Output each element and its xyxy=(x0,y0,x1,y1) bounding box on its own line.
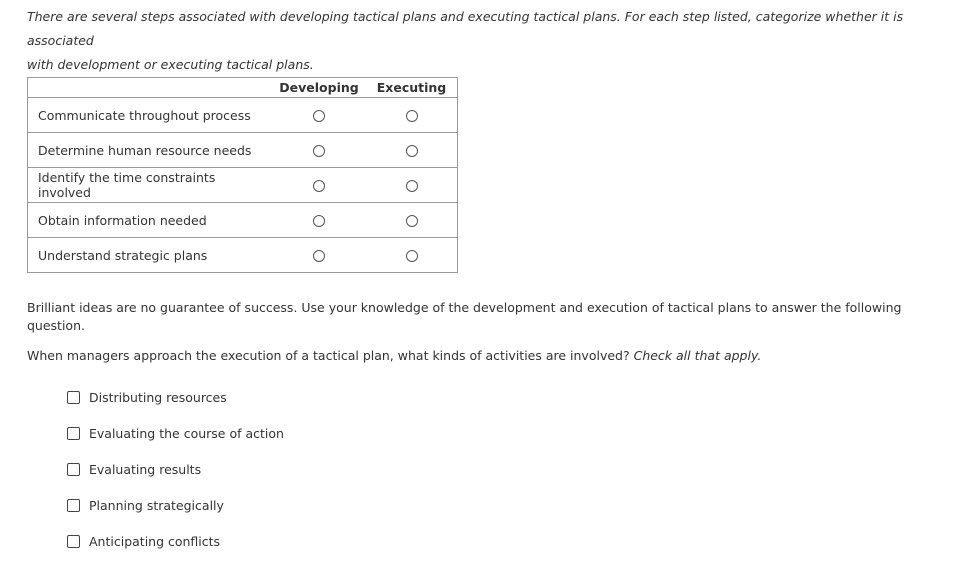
grid-step-label: Understand strategic plans xyxy=(28,238,273,273)
checkbox-anticipating-conflicts[interactable] xyxy=(67,535,80,548)
grid-row xyxy=(28,98,458,133)
intro-line-1: There are several steps associated with developing tactical plans and executing tactical plans. For each step listed, categorize whether it is associated xyxy=(27,9,904,48)
grid-step-label: Identify the time constraints involved xyxy=(28,168,273,203)
radio-developing-human-resources[interactable] xyxy=(313,145,325,157)
grid-row xyxy=(28,133,458,168)
intro-line-2: with development or executing tactical plans. xyxy=(27,57,314,72)
radio-executing-obtain-info[interactable] xyxy=(406,215,418,227)
question-text: When managers approach the execution of a tactical plan, what kinds of activities are involved? xyxy=(27,348,630,363)
radio-executing-human-resources[interactable] xyxy=(406,145,418,157)
choice-list xyxy=(67,389,284,569)
question-prompt xyxy=(27,347,761,365)
checkbox-evaluating-results[interactable] xyxy=(67,463,80,476)
choice-item[interactable] xyxy=(67,389,284,425)
grid-step-label: Determine human resource needs xyxy=(28,133,273,168)
choice-label[interactable]: Evaluating results xyxy=(89,462,202,477)
choice-label[interactable]: Anticipating conflicts xyxy=(89,534,221,549)
grid-step-label: Communicate throughout process xyxy=(28,98,273,133)
radio-developing-obtain-info[interactable] xyxy=(313,215,325,227)
grid-step-label: Obtain information needed xyxy=(28,203,273,238)
grid-row xyxy=(28,168,458,203)
radio-executing-communicate[interactable] xyxy=(406,110,418,122)
intro-text xyxy=(27,5,947,77)
choice-item[interactable] xyxy=(67,425,284,461)
radio-executing-time-constraints[interactable] xyxy=(406,180,418,192)
paragraph-brilliant-ideas: Brilliant ideas are no guarantee of success. Use your knowledge of the development and execution of tactical plans to answer the following question. xyxy=(27,300,902,333)
grid-row xyxy=(28,238,458,273)
categorization-grid xyxy=(27,77,458,273)
choice-item[interactable] xyxy=(67,497,284,533)
choice-label[interactable]: Distributing resources xyxy=(89,390,227,405)
grid-header-blank xyxy=(28,78,273,98)
choice-item[interactable] xyxy=(67,533,284,569)
question-instruction: Check all that apply. xyxy=(633,348,762,363)
choice-label[interactable]: Planning strategically xyxy=(89,498,224,513)
checkbox-planning-strategically[interactable] xyxy=(67,499,80,512)
column-header-executing: Executing xyxy=(366,78,458,98)
radio-executing-strategic-plans[interactable] xyxy=(406,250,418,262)
grid-header-row xyxy=(28,78,458,98)
choice-label[interactable]: Evaluating the course of action xyxy=(89,426,284,441)
radio-developing-communicate[interactable] xyxy=(313,110,325,122)
checkbox-distributing-resources[interactable] xyxy=(67,391,80,404)
column-header-developing: Developing xyxy=(272,78,366,98)
checkbox-evaluating-course[interactable] xyxy=(67,427,80,440)
radio-developing-time-constraints[interactable] xyxy=(313,180,325,192)
radio-developing-strategic-plans[interactable] xyxy=(313,250,325,262)
choice-item[interactable] xyxy=(67,461,284,497)
grid-row xyxy=(28,203,458,238)
